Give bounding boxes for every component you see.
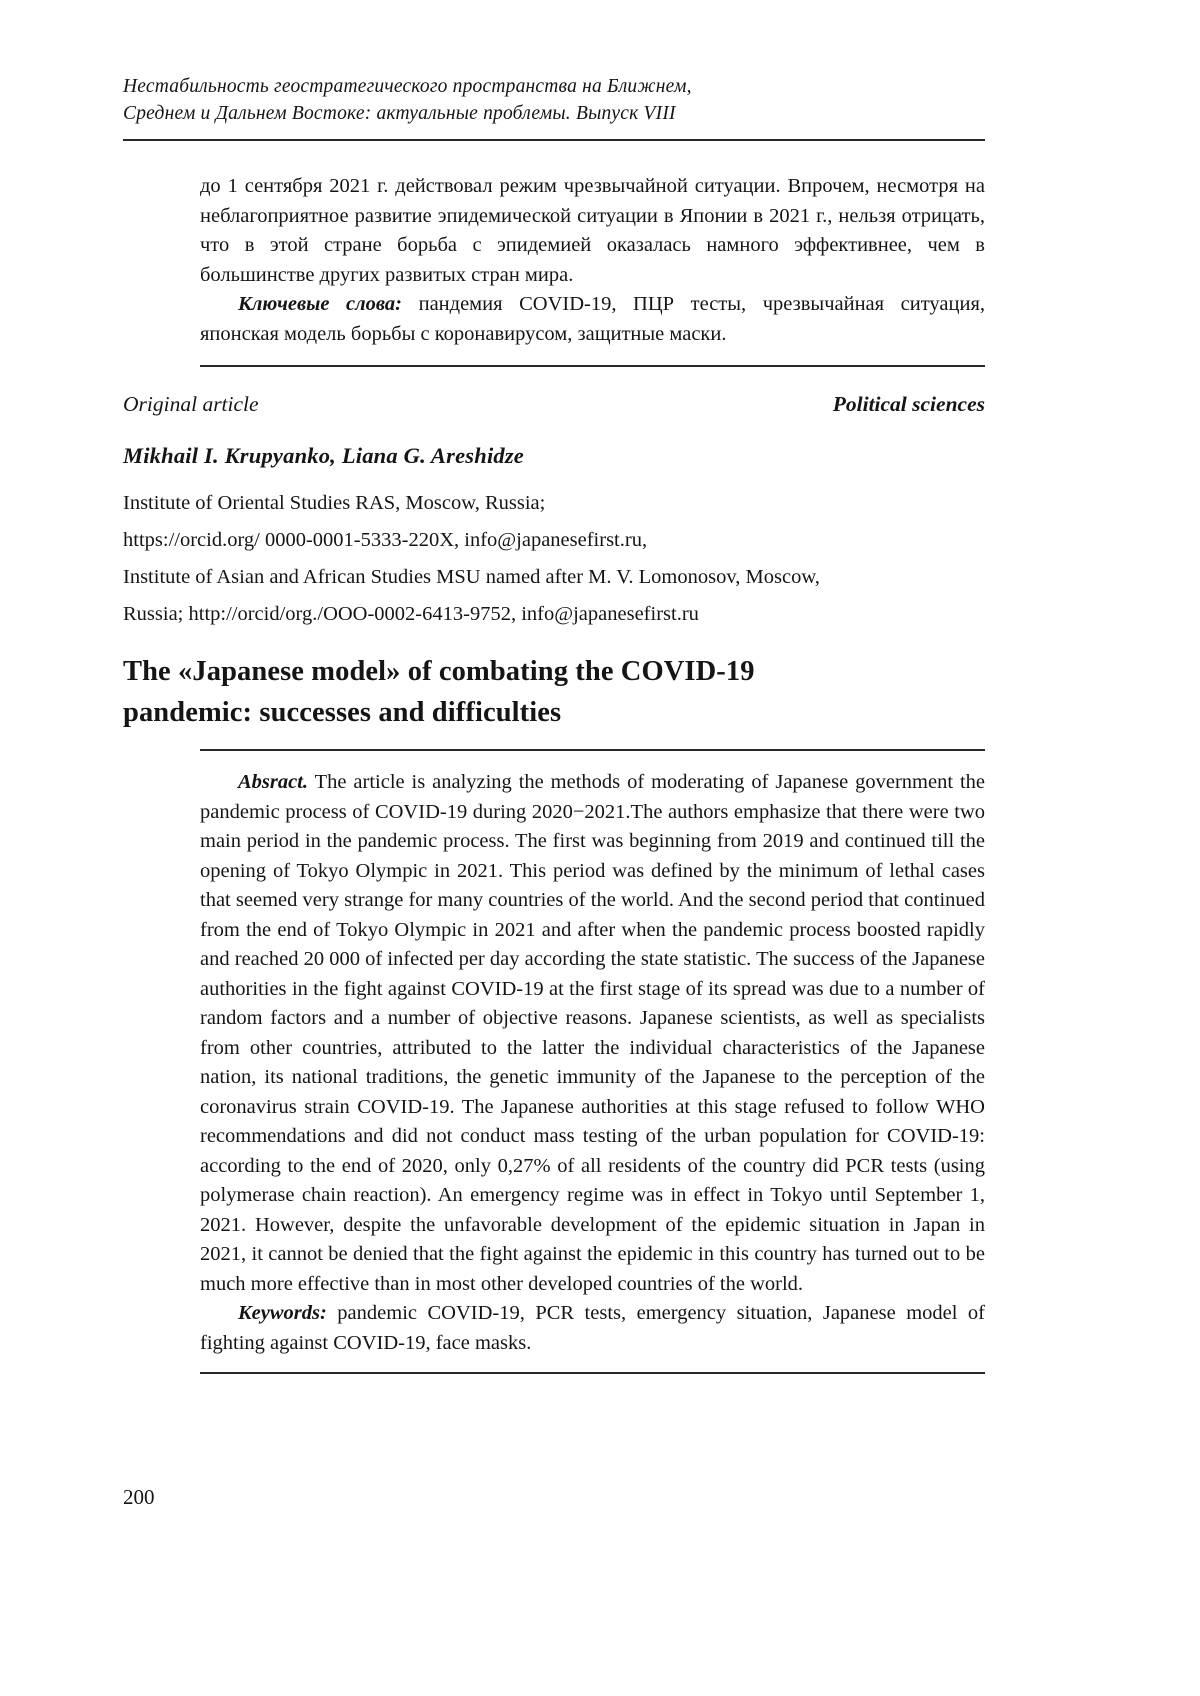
abstract-block — [200, 768, 985, 1358]
article-meta-row — [123, 392, 985, 417]
abstract-paragraph — [200, 768, 985, 1299]
running-header-line-1: Нестабильность геостратегического пространства на Ближнем, — [123, 76, 692, 97]
russian-keywords-label: Ключевые слова: — [238, 293, 403, 315]
authors-line: Mikhail I. Krupyanko, Liana G. Areshidze — [123, 443, 524, 468]
affiliation-line: Institute of Asian and African Studies MSU named after M. V. Lomonosov, Moscow, — [123, 566, 820, 588]
keywords-text: pandemic COVID-19, PCR tests, emergency situation, Japanese model of fighting against COVID-19, face masks. — [200, 1302, 985, 1354]
subject-area-label: Political sciences — [832, 392, 985, 416]
abstract-text: The article is analyzing the methods of moderating of Japanese government the pandemic process of COVID-19 during 2020−2021.The authors emphasize that there were two main period in the pandemic process. The first was beginning from 2019 and continued till the opening of Tokyo Olympic in 2021. This period was defined by the minimum of lethal cases that seemed very strange for many countries of the world. And the second period that continued from the end of Tokyo Olympic in 2021 and after when the pandemic process boosted rapidly and reached 20 000 of infected per day according the state statistic. The success of the Japanese authorities in the fight against COVID-19 at the first stage of its spread was due to a number of random factors and a number of objective reasons. Japanese scientists, as well as specialists from other countries, attributed to the latter the individual characteristics of the Japanese nation, its national traditions, the genetic immunity of the Japanese to the perception of the coronavirus strain COVID-19. The Japanese authorities at this stage refused to follow WHO recommendations and did not conduct mass testing of the urban population for COVID-19: according to the end of 2020, only 0,27% of all residents of the country did PCR tests (using polymerase chain reaction). An emergency regime was in effect in Tokyo until September 1, 2021. However, despite the unfavorable development of the epidemic situation in Japan in 2021, it cannot be denied that the fight against the epidemic in this country has turned out to be much more effective than in most other developed countries of the world. — [200, 771, 985, 1295]
russian-text-block — [200, 172, 985, 349]
affiliation-line: Institute of Oriental Studies RAS, Moscow, Russia; — [123, 492, 546, 514]
affiliation-line: https://orcid.org/ 0000-0001-5333-220X, info@japanesefirst.ru, — [123, 529, 648, 551]
bottom-divider — [200, 1372, 985, 1374]
keywords-paragraph — [200, 1299, 985, 1358]
section-divider-top — [200, 365, 985, 367]
running-header — [123, 73, 985, 127]
keywords-label: Keywords: — [238, 1302, 327, 1324]
article-title: The «Japanese model» of combating the COVID-19 pandemic: successes and difficulties — [123, 656, 755, 728]
page-number: 200 — [123, 1485, 155, 1509]
russian-continuation-paragraph: до 1 сентября 2021 г. действовал режим чрезвычайной ситуации. Впрочем, несмотря на неблагоприятное развитие эпидемической ситуации в Японии в 2021 г., нельзя отрицать, что в этой стране борьба с эпидемией оказалась намного эффективнее, чем в большинстве других развитых стран мира. — [200, 175, 985, 286]
affiliation-line: Russia; http://orcid/org./OOO-0002-6413-9752, info@japanesefirst.ru — [123, 603, 699, 625]
russian-keywords-text: пандемия COVID-19, ПЦР тесты, чрезвычайная ситуация, японская модель борьбы с коронавирусом, защитные маски. — [200, 293, 985, 345]
article-type-label: Original article — [123, 392, 259, 416]
abstract-label: Absract. — [238, 771, 309, 793]
running-header-line-2: Среднем и Дальнем Востоке: актуальные проблемы. Выпуск VIII — [123, 103, 676, 124]
affiliations-block — [123, 485, 985, 633]
title-divider — [200, 749, 985, 751]
header-divider — [123, 139, 985, 141]
russian-keywords-paragraph — [200, 290, 985, 349]
